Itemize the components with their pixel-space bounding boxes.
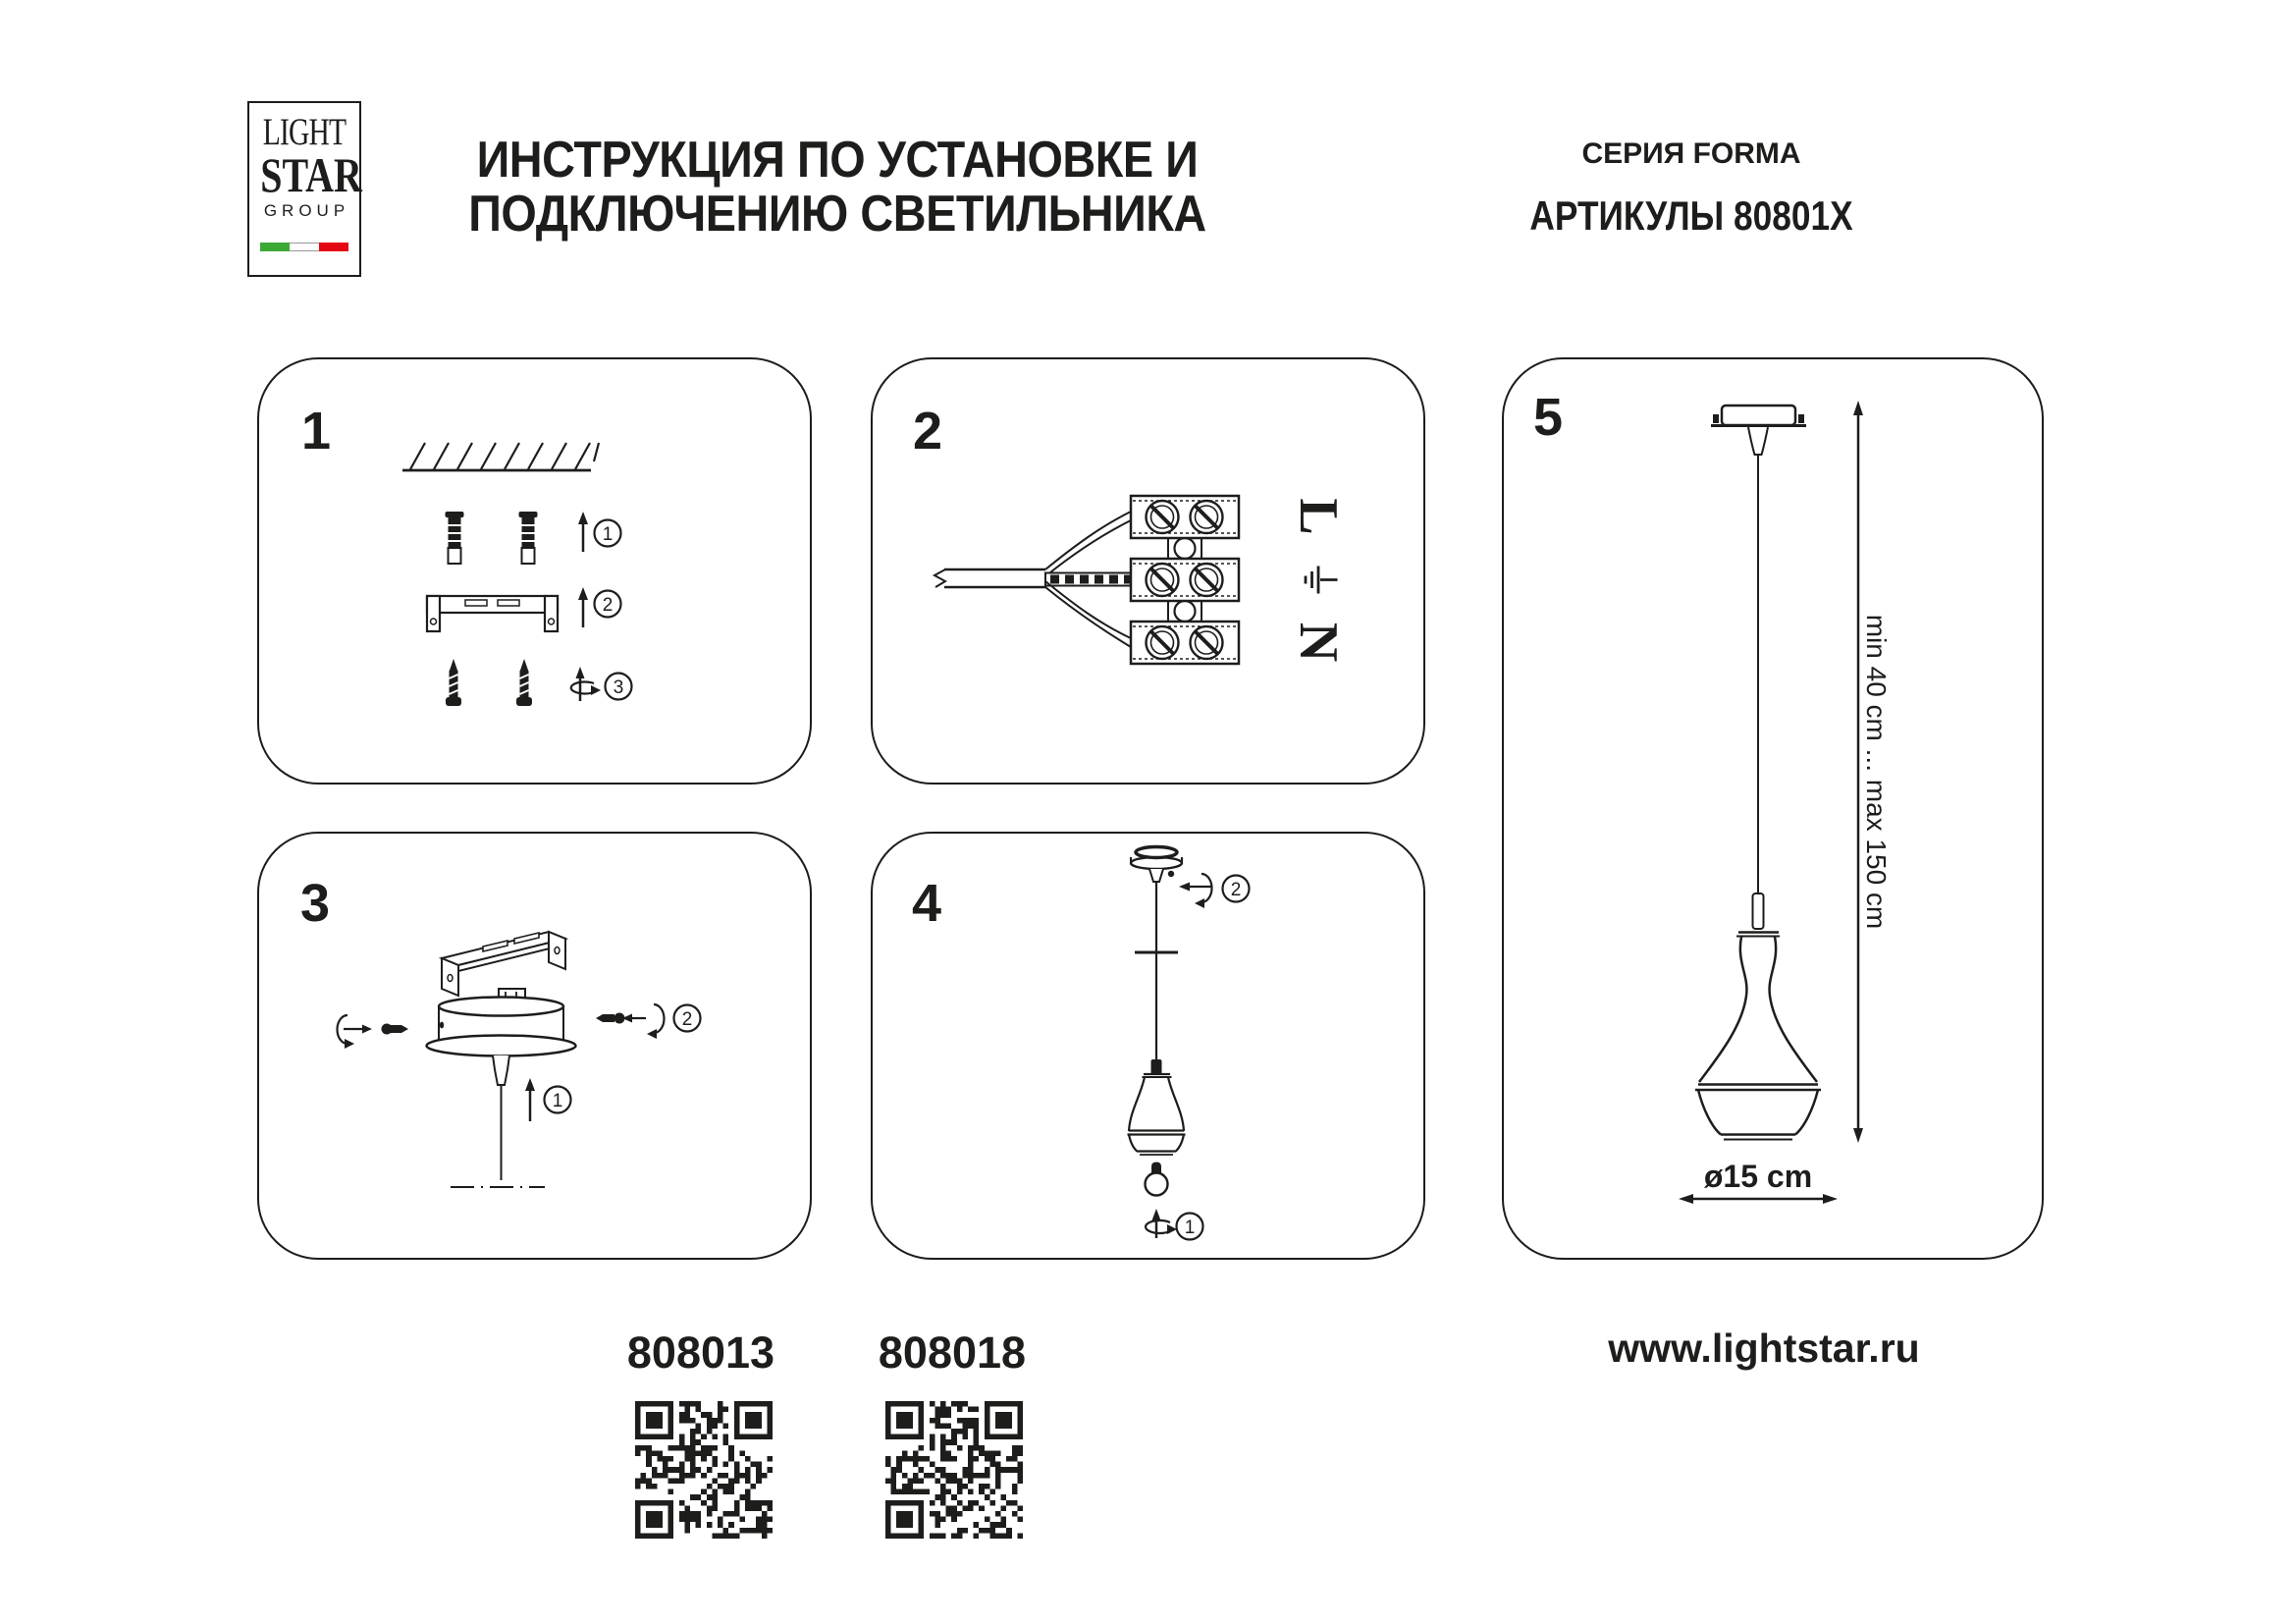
lampshade [1128, 1059, 1186, 1155]
terminal-row [1131, 622, 1239, 664]
step-badge-number: 2 [1230, 880, 1242, 900]
title-line-1: ИНСТРУКЦИЯ ПО УСТАНОВКЕ И [476, 132, 1199, 189]
step-number: 2 [913, 402, 943, 460]
insert-arrow-icon [578, 587, 588, 627]
screw-icon [596, 1013, 625, 1024]
screw-icon [382, 1024, 409, 1035]
series-block [1463, 137, 1920, 240]
canopy [1131, 847, 1182, 883]
step-badge [1177, 1214, 1203, 1240]
step-panel-2 [871, 357, 1425, 785]
series-name: СЕРИЯ FORMA [1581, 137, 1801, 170]
height-range-label: min 40 cm ... max 150 cm [1861, 614, 1892, 930]
canopy [427, 989, 576, 1180]
rotate-icon [571, 667, 601, 701]
wall-plug-icon [519, 512, 538, 564]
title-line-2: ПОДКЛЮЧЕНИЮ СВЕТИЛЬНИКА [468, 186, 1206, 243]
step-badge-number: 2 [681, 1009, 693, 1030]
step-badge-number: 2 [602, 595, 614, 616]
neutral-wire [1045, 581, 1131, 647]
ceiling-icon [402, 443, 599, 470]
logo-word-group: GROUP [263, 201, 350, 220]
step-badge-number: 3 [613, 677, 624, 698]
dimensions-diagram [1504, 359, 2046, 1262]
step-panel-3 [257, 832, 812, 1260]
article-number-2: 808018 [878, 1327, 1027, 1378]
step-badge [545, 1087, 571, 1113]
italian-flag-icon [260, 243, 348, 251]
qr-code-article-2 [885, 1401, 1023, 1540]
logo-word-light: LIGHT [262, 110, 347, 153]
rotate-icon [338, 1015, 372, 1049]
lift-arrow-icon [525, 1078, 535, 1121]
step-badge-number: 1 [602, 524, 614, 545]
bulb-icon [1146, 1163, 1168, 1196]
terminal-row [1131, 559, 1239, 601]
set-screw-icon [1168, 871, 1174, 877]
insert-arrow-icon [578, 512, 588, 552]
mounting-bracket-icon [442, 932, 565, 996]
diameter-label: ø15 cm [1703, 1159, 1813, 1194]
cord-grip [1753, 893, 1764, 929]
screw-icon [516, 659, 532, 706]
step-badge [1223, 876, 1250, 902]
wall-plug-icon [446, 512, 464, 564]
canopy [1711, 406, 1806, 455]
rotate-icon [622, 1004, 665, 1039]
step-4-diagram [873, 834, 1427, 1262]
page-title [454, 134, 1219, 242]
earth-wire [1045, 573, 1131, 586]
step-badge-number: 1 [1184, 1218, 1196, 1238]
diameter-dimension-arrow [1679, 1194, 1838, 1204]
terminal-row [1131, 496, 1239, 538]
mains-cable-icon [934, 569, 1045, 587]
step-panel-1 [257, 357, 812, 785]
step-badge [606, 674, 632, 700]
terminal-block [1131, 496, 1239, 664]
line-terminal-label: L [1288, 498, 1349, 535]
step-panel-4 [871, 832, 1425, 1260]
phase-wire [1045, 512, 1131, 576]
rotate-icon [1179, 874, 1212, 908]
step-1-diagram [259, 359, 814, 786]
article-number-1: 808013 [626, 1327, 775, 1378]
step-badge [674, 1005, 701, 1032]
website-url: www.lightstar.ru [1608, 1326, 1920, 1371]
dimensions-panel [1502, 357, 2044, 1260]
step-number: 1 [301, 402, 332, 460]
step-2-diagram [873, 359, 1427, 786]
step-badge [595, 520, 621, 547]
step-badge-number: 1 [552, 1091, 563, 1111]
logo-word-star: STAR [260, 147, 362, 202]
screw-icon [446, 659, 461, 706]
step-3-diagram [259, 834, 814, 1262]
step-badge [595, 591, 621, 618]
qr-code-article-1 [635, 1401, 773, 1540]
rotate-icon [1146, 1209, 1177, 1238]
lightstar-logo [247, 101, 361, 277]
step-number: 5 [1533, 388, 1564, 447]
lampshade [1695, 933, 1821, 1140]
mounting-bracket-icon [427, 596, 558, 631]
neutral-terminal-label: N [1288, 622, 1349, 663]
step-number: 4 [912, 874, 942, 933]
articles-label: АРТИКУЛЫ 80801X [1529, 192, 1853, 239]
earth-symbol-icon [1306, 567, 1338, 594]
step-number: 3 [300, 874, 331, 933]
